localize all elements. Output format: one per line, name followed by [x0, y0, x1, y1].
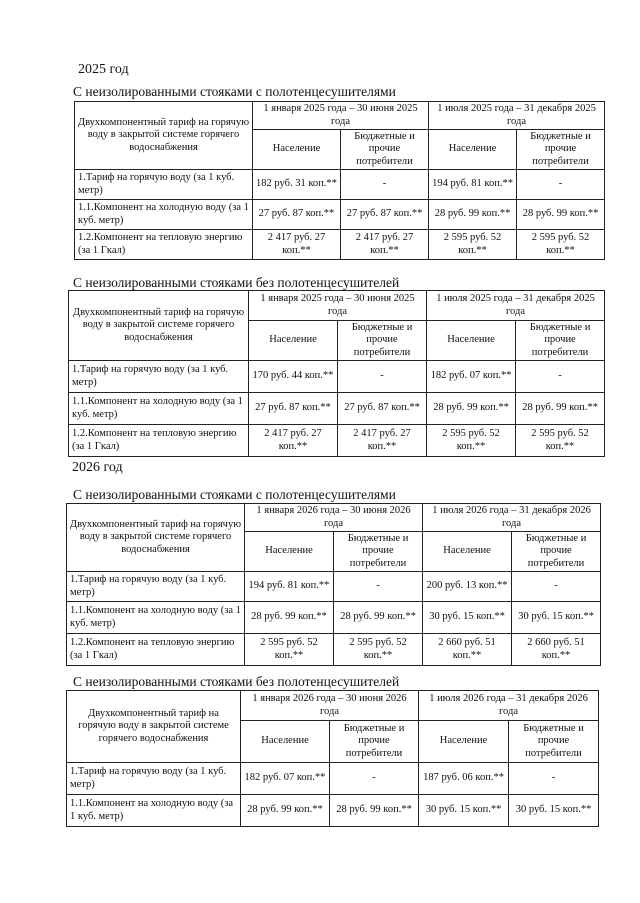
period-header: 1 июля 2025 года – 31 декабря 2025 года: [429, 102, 605, 130]
tariff-value: 2 417 руб. 27 коп.**: [253, 230, 341, 260]
table-row: [67, 572, 601, 602]
table-caption: С неизолированными стояками без полотенцесушителей: [73, 275, 400, 290]
column-header-population: Население: [253, 130, 341, 170]
tariff-value: 27 руб. 87 коп.**: [341, 200, 429, 230]
table-row: [75, 170, 605, 200]
header-label: Двухкомпонентный тариф на горячую воду в закрытой системе горячего водоснабжения: [67, 691, 241, 763]
tariff-value: 182 руб. 07 коп.**: [241, 763, 330, 795]
column-header-budget: Бюджетные и прочие потребители: [517, 130, 605, 170]
column-header-budget: Бюджетные и прочие потребители: [509, 721, 599, 763]
table-caption: С неизолированными стояками без полотенцесушителей: [73, 674, 400, 689]
tariff-value: 28 руб. 99 коп.**: [427, 393, 516, 425]
tariff-value: 30 руб. 15 коп.**: [419, 795, 509, 827]
column-header-population: Население: [249, 321, 338, 361]
tariff-value: 30 руб. 15 коп.**: [512, 602, 601, 634]
tariff-value: 187 руб. 06 коп.**: [419, 763, 509, 795]
table-caption: С неизолированными стояками с полотенцесушителями: [73, 84, 396, 99]
table-row: [69, 393, 605, 425]
column-header-population: Население: [429, 130, 517, 170]
row-label: 1.Тариф на горячую воду (за 1 куб. метр): [67, 572, 245, 602]
tariff-value: -: [516, 361, 605, 393]
row-label: 1.Тариф на горячую воду (за 1 куб. метр): [75, 170, 253, 200]
period-header: 1 января 2026 года – 30 июня 2026 года: [241, 691, 419, 721]
tariff-value: 30 руб. 15 коп.**: [423, 602, 512, 634]
tariff-value: -: [330, 763, 419, 795]
column-header-budget: Бюджетные и прочие потребители: [338, 321, 427, 361]
tariff-value: 194 руб. 81 коп.**: [429, 170, 517, 200]
table-row: [69, 361, 605, 393]
tariff-value: 2 417 руб. 27 коп.**: [249, 425, 338, 457]
row-label: 1.2.Компонент на тепловую энергию (за 1 Гкал): [67, 634, 245, 666]
tariff-value: 2 417 руб. 27 коп.**: [341, 230, 429, 260]
tariff-value: -: [338, 361, 427, 393]
period-header: 1 июля 2025 года – 31 декабря 2025 года: [427, 291, 605, 321]
tariff-value: 28 руб. 99 коп.**: [334, 602, 423, 634]
tariff-table: [66, 503, 601, 666]
tariff-value: 194 руб. 81 коп.**: [245, 572, 334, 602]
tariff-table: [74, 101, 605, 260]
row-label: 1.Тариф на горячую воду (за 1 куб. метр): [67, 763, 241, 795]
tariff-value: 28 руб. 99 коп.**: [429, 200, 517, 230]
column-header-budget: Бюджетные и прочие потребители: [341, 130, 429, 170]
table-row: [67, 602, 601, 634]
header-label: Двухкомпонентный тариф на горячую воду в закрытой системе горячего водоснабжения: [75, 102, 253, 170]
row-label: 1.1.Компонент на холодную воду (за 1 куб. метр): [69, 393, 249, 425]
column-header-budget: Бюджетные и прочие потребители: [334, 532, 423, 572]
tariff-value: 28 руб. 99 коп.**: [517, 200, 605, 230]
column-header-population: Население: [245, 532, 334, 572]
period-header: 1 января 2025 года – 30 июня 2025 года: [249, 291, 427, 321]
table-row: [75, 230, 605, 260]
tariff-table: [66, 690, 599, 827]
tariff-value: 170 руб. 44 коп.**: [249, 361, 338, 393]
tariff-value: 182 руб. 31 коп.**: [253, 170, 341, 200]
table-row: [69, 425, 605, 457]
column-header-population: Население: [423, 532, 512, 572]
tariff-value: 2 660 руб. 51 коп.**: [423, 634, 512, 666]
column-header-population: Население: [427, 321, 516, 361]
tariff-value: -: [512, 572, 601, 602]
tariff-table: [68, 290, 605, 457]
period-header: 1 июля 2026 года – 31 декабря 2026 года: [423, 504, 601, 532]
header-label: Двухкомпонентный тариф на горячую воду в закрытой системе горячего водоснабжения: [67, 504, 245, 572]
column-header-budget: Бюджетные и прочие потребители: [516, 321, 605, 361]
column-header-population: Население: [241, 721, 330, 763]
tariff-value: 28 руб. 99 коп.**: [330, 795, 419, 827]
year-heading-2026: 2026 год: [72, 460, 123, 475]
row-label: 1.2.Компонент на тепловую энергию (за 1 Гкал): [75, 230, 253, 260]
tariff-value: 2 660 руб. 51 коп.**: [512, 634, 601, 666]
year-heading-2025: 2025 год: [78, 62, 129, 77]
tariff-value: 2 595 руб. 52 коп.**: [517, 230, 605, 260]
period-header: 1 января 2026 года – 30 июня 2026 года: [245, 504, 423, 532]
row-label: 1.1.Компонент на холодную воду (за 1 куб. метр): [75, 200, 253, 230]
table-row: [67, 763, 599, 795]
tariff-value: 2 595 руб. 52 коп.**: [334, 634, 423, 666]
period-header: 1 июля 2026 года – 31 декабря 2026 года: [419, 691, 599, 721]
row-label: 1.1.Компонент на холодную воду (за 1 куб. метр): [67, 795, 241, 827]
row-label: 1.2.Компонент на тепловую энергию (за 1 Гкал): [69, 425, 249, 457]
column-header-budget: Бюджетные и прочие потребители: [330, 721, 419, 763]
tariff-value: -: [334, 572, 423, 602]
header-label: Двухкомпонентный тариф на горячую воду в закрытой системе горячего водоснабжения: [69, 291, 249, 361]
tariff-value: -: [341, 170, 429, 200]
table-row: [75, 200, 605, 230]
tariff-value: 27 руб. 87 коп.**: [338, 393, 427, 425]
tariff-value: 30 руб. 15 коп.**: [509, 795, 599, 827]
tariff-value: -: [509, 763, 599, 795]
tariff-value: 200 руб. 13 коп.**: [423, 572, 512, 602]
table-caption: С неизолированными стояками с полотенцесушителями: [73, 487, 396, 502]
tariff-value: 28 руб. 99 коп.**: [245, 602, 334, 634]
tariff-value: 2 595 руб. 52 коп.**: [245, 634, 334, 666]
tariff-value: 2 595 руб. 52 коп.**: [516, 425, 605, 457]
period-header: 1 января 2025 года – 30 июня 2025 года: [253, 102, 429, 130]
tariff-value: -: [517, 170, 605, 200]
tariff-value: 27 руб. 87 коп.**: [253, 200, 341, 230]
tariff-value: 28 руб. 99 коп.**: [241, 795, 330, 827]
row-label: 1.Тариф на горячую воду (за 1 куб. метр): [69, 361, 249, 393]
tariff-value: 2 595 руб. 52 коп.**: [427, 425, 516, 457]
table-row: [67, 634, 601, 666]
tariff-value: 182 руб. 07 коп.**: [427, 361, 516, 393]
row-label: 1.1.Компонент на холодную воду (за 1 куб. метр): [67, 602, 245, 634]
tariff-value: 2 417 руб. 27 коп.**: [338, 425, 427, 457]
column-header-population: Население: [419, 721, 509, 763]
table-row: [67, 795, 599, 827]
tariff-value: 28 руб. 99 коп.**: [516, 393, 605, 425]
tariff-value: 27 руб. 87 коп.**: [249, 393, 338, 425]
tariff-value: 2 595 руб. 52 коп.**: [429, 230, 517, 260]
column-header-budget: Бюджетные и прочие потребители: [512, 532, 601, 572]
